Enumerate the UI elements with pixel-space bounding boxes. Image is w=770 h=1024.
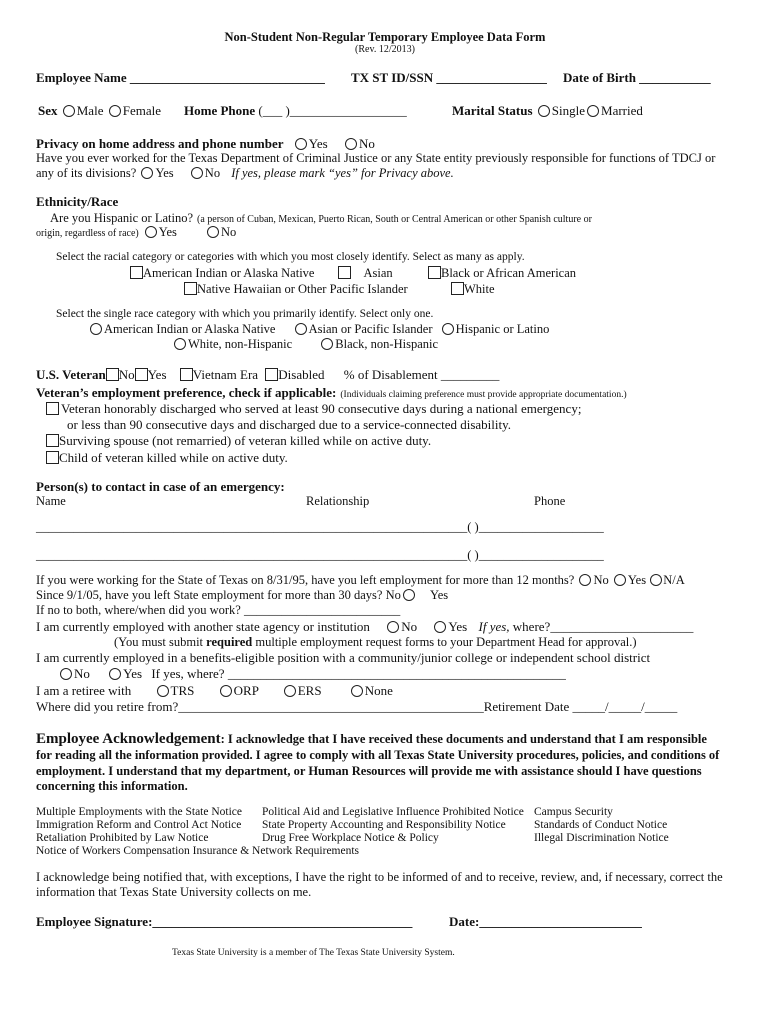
single-amind-label: American Indian or Alaska Native — [104, 322, 276, 336]
race-asian-item — [338, 266, 393, 280]
q5-no-label: No — [74, 666, 90, 681]
ack-heading: Employee Acknowledgement — [36, 731, 221, 747]
veteran-yes-checkbox[interactable] — [135, 368, 148, 381]
privacy-yes-radio[interactable] — [295, 138, 307, 150]
veteran-preference-label: Veteran’s employment preference, check if applicable: — [36, 385, 337, 400]
tdcj-question-line2: any of its divisions? — [36, 166, 137, 180]
employment-q2-row — [36, 589, 448, 602]
employment-q4-row — [36, 620, 693, 633]
race-hawaii-item — [184, 282, 408, 296]
retirement-where-field[interactable]: Where did you retire from?_______________________________________________Retirement Date _____/_____/_____ — [36, 699, 678, 714]
q1-no-label: No — [593, 573, 609, 587]
notice-r1c1: State Property Accounting and Responsibility Notice — [262, 819, 506, 831]
marital-married-label: Married — [601, 103, 643, 118]
marital-married-radio[interactable] — [587, 105, 599, 117]
home-phone-field[interactable]: (___ )__________________ — [258, 103, 407, 118]
retiree-orp-radio[interactable] — [220, 685, 232, 697]
race-amind-label: American Indian or Alaska Native — [143, 266, 315, 280]
tdcj-note: If yes, please mark “yes” for Privacy above. — [231, 166, 454, 180]
inform-text-1: I acknowledge being notified that, with exceptions, I have the right to be informed of and to receive, review, and, if necessary, correct the — [36, 870, 723, 884]
q4-no-label: No — [401, 619, 418, 634]
tdcj-question-line1: Have you ever worked for the Texas Department of Criminal Justice or any State entity previously responsible for functions of TDCJ or — [36, 151, 716, 165]
sex-row — [38, 104, 161, 117]
tdcj-no-radio[interactable] — [191, 167, 203, 179]
q4-where-field[interactable]: where?______________________ — [512, 619, 694, 634]
single-hispanic-label: Hispanic or Latino — [455, 322, 550, 336]
sex-female-label: Female — [122, 103, 161, 118]
q4-yes-radio[interactable] — [434, 621, 446, 633]
single-asian-label: Asian or Pacific Islander — [308, 322, 433, 336]
race-asian-checkbox[interactable] — [338, 266, 351, 279]
emergency-contact-line1[interactable]: _____________________________________________________________________( )____________________ — [36, 520, 604, 534]
notice-r2c0: Retaliation Prohibited by Law Notice — [36, 832, 209, 844]
emergency-col-phone: Phone — [534, 494, 566, 508]
q5-no-radio[interactable] — [60, 668, 72, 680]
single-race-instructions: Select the single race category with which you primarily identify. Select only one. — [56, 308, 434, 320]
hispanic-definition: (a person of Cuban, Mexican, Puerto Rican, South or Central American or other Spanish culture or — [197, 214, 592, 225]
race-amind-checkbox[interactable] — [130, 266, 143, 279]
q5-yes-label: Yes — [123, 666, 143, 681]
note-part-a: (You must submit — [114, 635, 207, 649]
q4-no-radio[interactable] — [387, 621, 399, 633]
veteran-no-label: No — [118, 367, 135, 382]
single-amind-radio[interactable] — [90, 323, 102, 335]
disabled-label: Disabled — [278, 367, 325, 382]
sex-male-radio[interactable] — [63, 105, 75, 117]
privacy-label: Privacy on home address and phone number — [36, 136, 284, 151]
ack-text-3: employment. I understand that my department, or Human Resources will provide me with assistance should I have questions — [36, 764, 702, 778]
race-black-label: Black or African American — [441, 266, 577, 280]
race-white-label: White — [464, 282, 495, 296]
vet-pref-option2-checkbox[interactable] — [46, 434, 59, 447]
hispanic-no-label: No — [220, 225, 237, 239]
vet-pref-option2-label: Surviving spouse (not remarried) of veteran killed while on active duty. — [59, 433, 432, 448]
retiree-trs-radio[interactable] — [157, 685, 169, 697]
emergency-col-relationship: Relationship — [306, 494, 370, 508]
q1-no-radio[interactable] — [579, 574, 591, 586]
race-asian-label: Asian — [363, 266, 393, 280]
date-field[interactable]: Date:_________________________ — [449, 914, 642, 929]
single-white-label: White, non-Hispanic — [188, 337, 293, 351]
q1-yes-label: Yes — [627, 573, 647, 587]
retiree-ers-radio[interactable] — [284, 685, 296, 697]
privacy-no-label: No — [358, 136, 375, 151]
race-amind-item — [130, 266, 314, 280]
q1-yes-radio[interactable] — [614, 574, 626, 586]
q2-no-label: No — [385, 588, 401, 602]
race-white-checkbox[interactable] — [451, 282, 464, 295]
vet-pref-option1-label: Veteran honorably discharged who served at least 90 consecutive days during a national emergency; — [61, 401, 582, 416]
emergency-heading: Person(s) to contact in case of an emergency: — [36, 479, 285, 494]
ack-line1 — [36, 731, 707, 747]
q4-yes-label: Yes — [448, 619, 468, 634]
vet-pref-option1-checkbox[interactable] — [46, 402, 59, 415]
tdcj-no-label: No — [204, 166, 221, 180]
sex-male-label: Male — [76, 103, 104, 118]
hispanic-yes-label: Yes — [158, 225, 177, 239]
emergency-contact-line2[interactable]: _____________________________________________________________________( )____________________ — [36, 548, 604, 562]
employment-q1: If you were working for the State of Texas on 8/31/95, have you left employment for more than 12 months? — [36, 573, 575, 587]
veteran-preference-row — [36, 385, 627, 401]
notice-r0c2: Campus Security — [534, 806, 613, 818]
vietnam-era-checkbox[interactable] — [180, 368, 193, 381]
race-white-item — [451, 282, 495, 296]
marital-row — [452, 104, 643, 117]
inform-text-2: information that Texas State University collects on me. — [36, 885, 312, 899]
vet-pref-option1 — [46, 402, 581, 415]
single-asian-radio[interactable] — [295, 323, 307, 335]
marital-single-label: Single — [551, 103, 586, 118]
veteran-yes-label: Yes — [147, 367, 167, 382]
veteran-no-checkbox[interactable] — [106, 368, 119, 381]
notice-r2c2: Illegal Discrimination Notice — [534, 832, 669, 844]
q2-yes-label: Yes — [429, 588, 449, 602]
form-revision: (Rev. 12/2013) — [355, 44, 415, 55]
veteran-label: U.S. Veteran — [36, 367, 106, 382]
notice-workers-comp: Notice of Workers Compensation Insurance & Network Requirements — [36, 845, 360, 857]
hispanic-yes-radio[interactable] — [145, 226, 157, 238]
dob-field[interactable]: Date of Birth ___________ — [563, 70, 711, 85]
single-race-row2 — [172, 338, 438, 351]
form-title: Non-Student Non-Regular Temporary Employee Data Form — [224, 30, 546, 44]
racial-instructions: Select the racial category or categories with which you most closely identify. Select as many as apply. — [56, 251, 525, 263]
race-black-item — [428, 266, 576, 280]
single-race-row1 — [88, 323, 549, 336]
ack-text-4: concerning this information. — [36, 779, 188, 793]
hispanic-definition-end: origin, regardless of race) — [36, 228, 139, 239]
hispanic-no-radio[interactable] — [207, 226, 219, 238]
marital-label: Marital Status — [452, 103, 533, 118]
tdcj-yes-radio[interactable] — [141, 167, 153, 179]
ack-text-2: for reading all the information provided. I agree to comply with all Texas State University procedures, policies, and conditions of — [36, 748, 720, 762]
retiree-row — [36, 684, 393, 697]
notice-r0c0: Multiple Employments with the State Notice — [36, 806, 243, 818]
retiree-none-radio[interactable] — [351, 685, 363, 697]
footer-text: Texas State University is a member of The Texas State University System. — [172, 948, 455, 958]
notice-r2c1: Drug Free Workplace Notice & Policy — [262, 832, 439, 844]
marital-single-radio[interactable] — [538, 105, 550, 117]
sex-label: Sex — [38, 103, 58, 118]
vet-pref-option2 — [46, 434, 431, 447]
vet-pref-option3 — [46, 451, 288, 464]
single-black-radio[interactable] — [321, 338, 333, 350]
vet-pref-option3-checkbox[interactable] — [46, 451, 59, 464]
retiree-trs-label: TRS — [170, 683, 195, 698]
race-hawaii-label: Native Hawaiian or Other Pacific Islander — [197, 282, 408, 296]
q4-where-label: If yes, — [478, 619, 510, 634]
home-phone-row — [184, 104, 407, 117]
q5-yes-radio[interactable] — [109, 668, 121, 680]
race-hawaii-checkbox[interactable] — [184, 282, 197, 295]
single-white-radio[interactable] — [174, 338, 186, 350]
notice-r0c1: Political Aid and Legislative Influence Prohibited Notice — [262, 806, 524, 818]
note-required: required — [206, 635, 253, 649]
vet-pref-option1-cont: or less than 90 consecutive days and discharged due to a service-connected disability. — [67, 417, 512, 432]
race-black-checkbox[interactable] — [428, 266, 441, 279]
employment-q5: I am currently employed in a benefits-eligible position with a community/junior college or independent school district — [36, 650, 651, 665]
notice-r1c2: Standards of Conduct Notice — [534, 819, 668, 831]
employment-q4: I am currently employed with another state agency or institution — [36, 619, 370, 634]
ack-text-1: : I acknowledge that I have received these documents and understand that I am responsible — [220, 732, 707, 746]
q1-na-label: N/A — [663, 573, 685, 587]
retiree-label: I am a retiree with — [36, 683, 132, 698]
employee-name-field[interactable]: Employee Name ______________________________ — [36, 70, 325, 85]
q2-no-radio[interactable] — [403, 589, 415, 601]
privacy-no-radio[interactable] — [345, 138, 357, 150]
ethnicity-heading: Ethnicity/Race — [36, 194, 119, 209]
ssn-field[interactable]: TX ST ID/SSN _________________ — [351, 70, 547, 85]
multiple-employment-note — [114, 636, 637, 649]
veteran-preference-note: (Individuals claiming preference must provide appropriate documentation.) — [340, 390, 627, 400]
employment-q3[interactable]: If no to both, where/when did you work? _________________________ — [36, 603, 401, 617]
single-hispanic-radio[interactable] — [442, 323, 454, 335]
veteran-row — [36, 368, 499, 381]
hispanic-row — [36, 224, 236, 240]
single-black-label: Black, non-Hispanic — [335, 337, 439, 351]
disablement-percent-field[interactable]: % of Disablement _________ — [343, 367, 500, 382]
retiree-orp-label: ORP — [233, 683, 259, 698]
privacy-row — [36, 137, 375, 150]
disabled-checkbox[interactable] — [265, 368, 278, 381]
vietnam-era-label: Vietnam Era — [192, 367, 259, 382]
q5-where-field[interactable]: If yes, where? ____________________________________________________ — [151, 666, 566, 681]
notice-r1c0: Immigration Reform and Control Act Notice — [36, 819, 242, 831]
q1-na-radio[interactable] — [650, 574, 662, 586]
employment-q1-row — [36, 574, 685, 587]
note-part-c: multiple employment request forms to your Department Head for approval.) — [252, 635, 637, 649]
emergency-col-name: Name — [36, 494, 66, 508]
vet-pref-option3-label: Child of veteran killed while on active duty. — [59, 450, 288, 465]
hispanic-question: Are you Hispanic or Latino? — [50, 211, 194, 225]
tdcj-row — [36, 167, 454, 180]
home-phone-label: Home Phone — [184, 103, 256, 118]
privacy-yes-label: Yes — [308, 136, 328, 151]
retiree-none-label: None — [364, 683, 393, 698]
employment-q5-row — [58, 667, 566, 680]
employment-q2: Since 9/1/05, have you left State employment for more than 30 days? — [36, 588, 383, 602]
signature-field[interactable]: Employee Signature:________________________________________ — [36, 914, 413, 929]
retiree-ers-label: ERS — [297, 683, 322, 698]
tdcj-yes-label: Yes — [155, 166, 174, 180]
sex-female-radio[interactable] — [109, 105, 121, 117]
